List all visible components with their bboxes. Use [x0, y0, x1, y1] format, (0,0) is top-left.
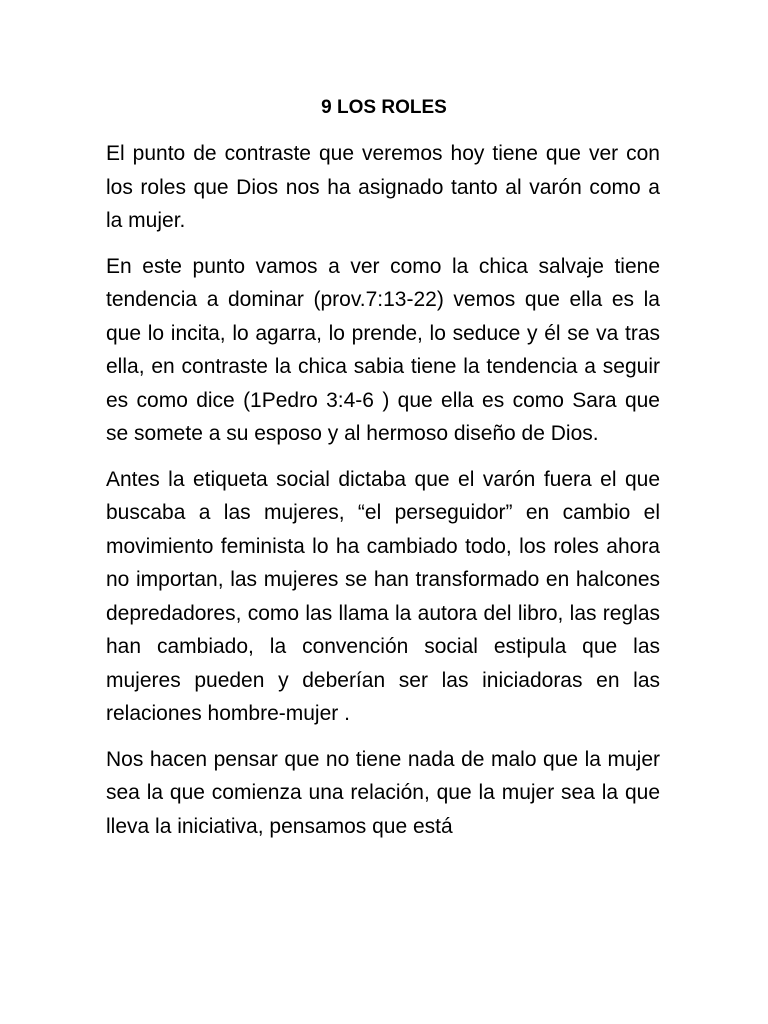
- paragraph-2: En este punto vamos a ver como la chica salvaje tiene tendencia a dominar (prov.7:13-22) vemos que ella es la que lo incita, lo agarra, lo prende, lo seduce y él se va tras ella, en contraste la chica sabia tiene la tendencia a seguir es como dice (1Pedro 3:4-6 ) que ella es como Sara que se somete a su esposo y al hermoso diseño de Dios.: [106, 254, 660, 445]
- document-body: [106, 137, 660, 855]
- paragraph-3: Antes la etiqueta social dictaba que el varón fuera el que buscaba a las mujeres, “el perseguidor” en cambio el movimiento feminista lo ha cambiado todo, los roles ahora no importan, las mujeres se han transformado en halcones depredadores, como las llama la autora del libro, las reglas han cambiado, la convención social estipula que las mujeres pueden y deberían ser las iniciadoras en las relaciones hombre-mujer .: [106, 467, 660, 725]
- paragraph-4: Nos hacen pensar que no tiene nada de malo que la mujer sea la que comienza una relación, que la mujer sea la que lleva la iniciativa, pensamos que está: [106, 747, 660, 838]
- paragraph-1: El punto de contraste que veremos hoy tiene que ver con los roles que Dios nos ha asignado tanto al varón como a la mujer.: [106, 142, 660, 232]
- page-title: 9 LOS ROLES: [321, 97, 447, 118]
